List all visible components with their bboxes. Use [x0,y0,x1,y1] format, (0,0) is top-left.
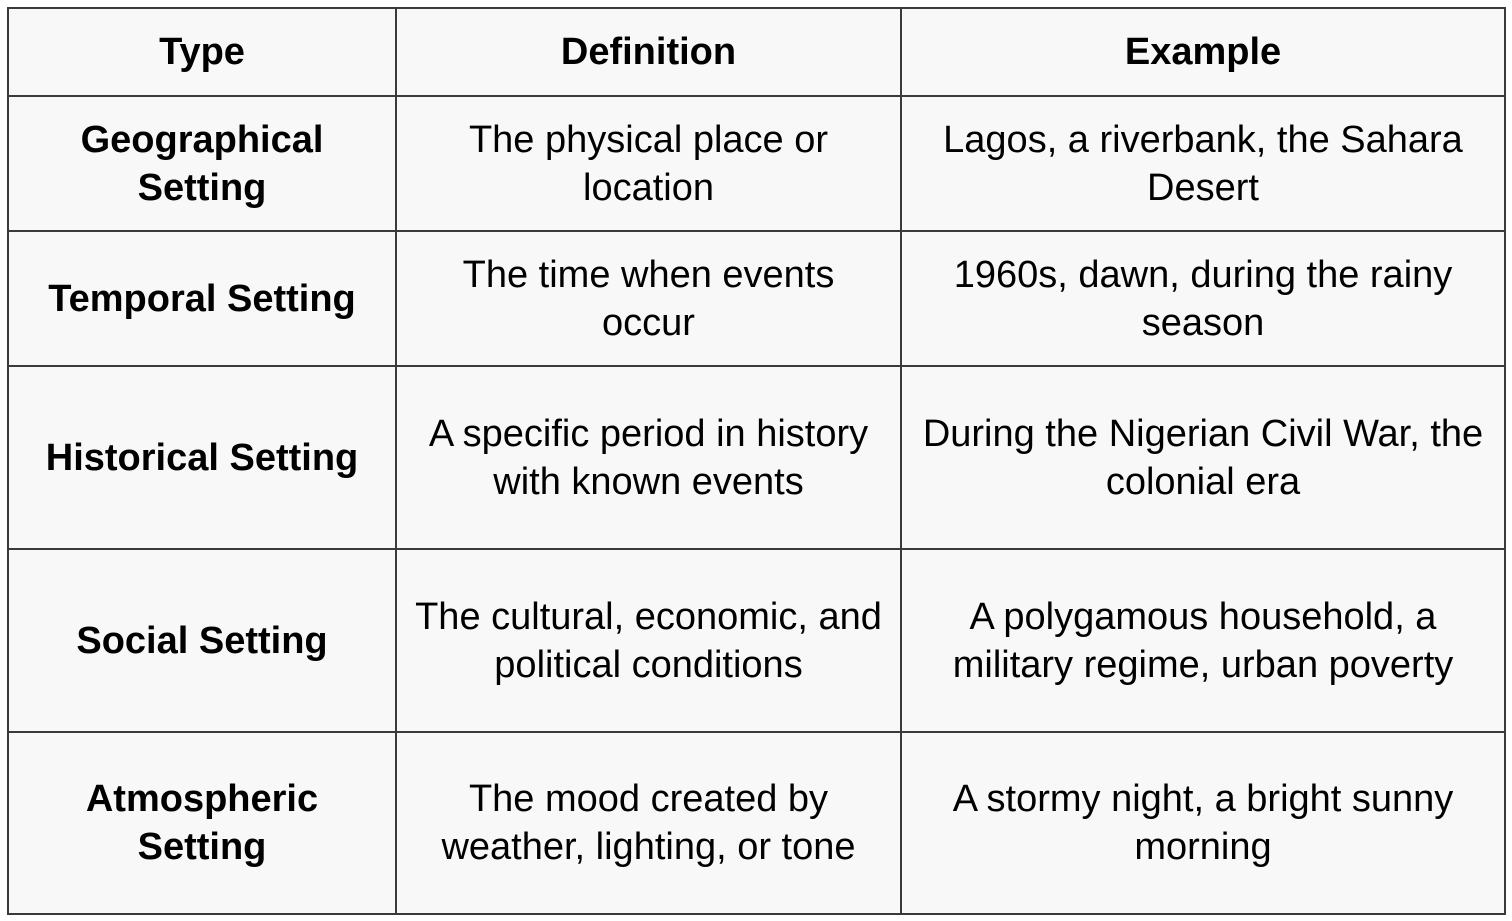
setting-types-table [7,7,1506,915]
table-row [8,231,1505,366]
type-cell: Historical Setting [8,366,396,549]
type-cell: Geographical Setting [8,96,396,231]
type-cell: Social Setting [8,549,396,732]
example-cell: A stormy night, a bright sunny morning [901,732,1505,914]
definition-cell: A specific period in history with known events [396,366,901,549]
table-row [8,96,1505,231]
type-cell: Atmospheric Setting [8,732,396,914]
example-cell: Lagos, a riverbank, the Sahara Desert [901,96,1505,231]
table-row [8,366,1505,549]
definition-cell: The physical place or location [396,96,901,231]
definition-cell: The time when events occur [396,231,901,366]
example-cell: During the Nigerian Civil War, the colonial era [901,366,1505,549]
definition-cell: The mood created by weather, lighting, or tone [396,732,901,914]
definition-cell: The cultural, economic, and political conditions [396,549,901,732]
table-header-row [8,8,1505,96]
example-cell: 1960s, dawn, during the rainy season [901,231,1505,366]
type-cell: Temporal Setting [8,231,396,366]
header-definition: Definition [396,8,901,96]
table-row [8,732,1505,914]
table-row [8,549,1505,732]
setting-types-table-container [7,7,1504,913]
header-type: Type [8,8,396,96]
example-cell: A polygamous household, a military regime, urban poverty [901,549,1505,732]
header-example: Example [901,8,1505,96]
